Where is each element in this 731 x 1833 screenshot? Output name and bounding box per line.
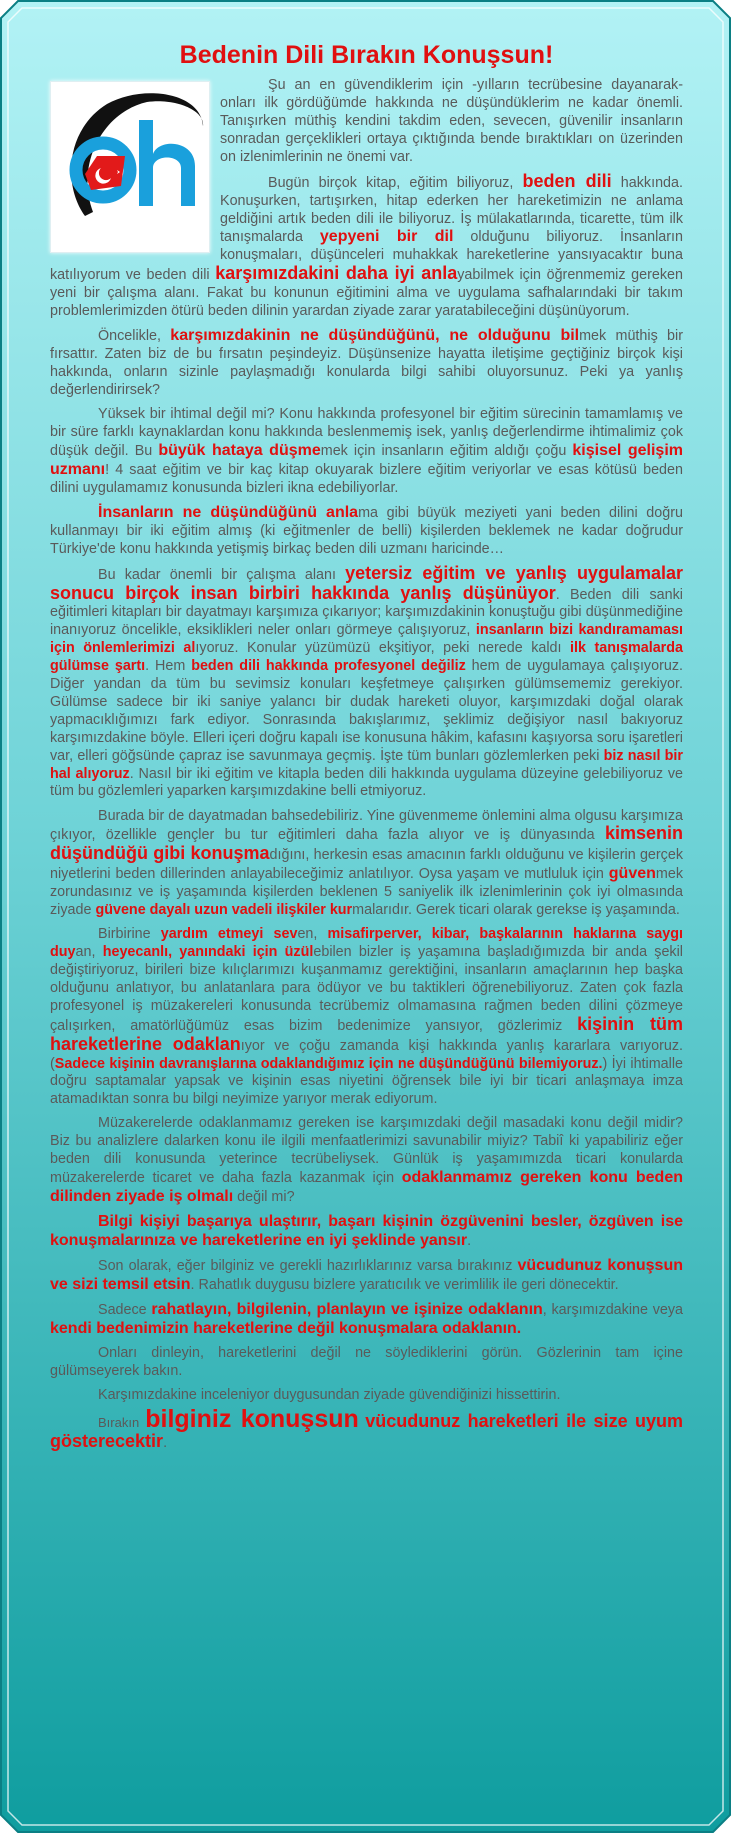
- text-run: dığını, herkesin esas amacının farklı olduğunu ve kişilerin gerçek niyetlerini beden dillerinden anlayabileceğimiz anlatılıyor. Oysa yaşam ve mutluluk için: [50, 847, 683, 883]
- highlight-text: güven: [608, 865, 656, 883]
- text-run: Bugün birçok kitap, eğitim biliyoruz,: [268, 174, 523, 191]
- text-run: hem de uygulamaya çalışıyoruz. Diğer yandan da tüm bu sevimsiz konuları keşfetmeye çalışırken gülümsememiz gerekiyor. Gülümse sadece bir iki saniye yalancı bir dudak hareketi oluyor, karşımızdaki doğal olarak yapmacıklığımızı fark ediyor. Sonrasında bakışlarımız, şeklimiz değişiyor nasıl bakıyoruz karşımızdakine böyle. Elleri içeri doğru kapalı ise konusuna hâkim, kafasını kaşıyorsa soru işaretleri var, elleri göğsünde çapraz ise savunmaya geçmiş. İşte tüm bunları gözlemlerken peki: [50, 658, 683, 764]
- text-run: Bu kadar önemli bir çalışma alanı: [98, 566, 346, 583]
- paragraph: [50, 926, 683, 1109]
- article-body: [50, 77, 683, 1453]
- text-run: Onları dinleyin, hareketlerini değil ne söylediklerini görün. Gözlerinin tam içine gülümseyerek bakın.: [50, 1345, 683, 1380]
- text-run: yabilmek için öğrenmemiz gereken yeni bir çalışma alanı. Fakat bu konunun eğitimini alma ve uygulama safhalarındaki bir takım problemlerimizden ötürü beden dilinin yarardan ziyade zarar yaratabileceğini düşünüyorum.: [50, 267, 683, 320]
- text-run: ıyor ve çoğu zamanda kişi hakkında yanlış kararlara varıyoruz. (: [50, 1037, 683, 1072]
- highlight-text: heyecanlı, yanındaki için üzül: [102, 944, 314, 961]
- text-run: .: [163, 1435, 168, 1452]
- highlight-text: beden dili: [522, 170, 612, 191]
- paragraph: [50, 406, 683, 498]
- highlight-text: kimsenin düşündüğü gibi konuşma: [50, 823, 683, 864]
- highlight-text: Sadece kişinin davranışlarına odaklandığımız için ne düşündüğünü bilemiyoruz.: [54, 1055, 603, 1072]
- text-run: an,: [75, 944, 103, 961]
- text-run: ebilen bizler iş yaşamına başladığımızda bir anda şekil değiştiriyoruz, birileri bize kılıçlarımızı kuşanmamız gerektiğini, insanların amaçlarının hep başka olduğunu anlatıyor, bu anlatanlara para ödüyor ve bu taktikleri öğrenebiliyoruz. Zaten çok fazla profesyonel iş müzakereleri konusunda tecrübemiz olmamasına rağmen beden dilini çözmeye çalışırken, amatörlüğümüz esas bizim bedenimize yansıyor, gözlerimiz: [50, 944, 683, 1034]
- text-run: hakkında. Konuşurken, tartışırken, hitap ederken her hareketimizin ne anlama geldiğini artık beden dili ile biliyoruz. İş mülakatlarında, ticarette, tüm ilk tanışmalarda: [220, 174, 683, 246]
- text-run: değil mi?: [233, 1189, 295, 1206]
- highlight-text: Bilgi kişiyi başarıya ulaştırır, başarı kişinin özgüvenini besler, özgüven ise konuşmalarınıza ve hareketlerine en iyi şeklinde yansır: [50, 1213, 683, 1250]
- text-run: Şu an en güvendiklerim için -yılların tecrübesine dayanarak- onları ilk gördüğümde hakkında ne düşündüklerim ne kadar önemli. Tanışırken müthiş kendini takdim eden, sevecen, güvenilir insanların sonradan gerçeklikleri ortaya çıktığında bende bıraktıkları on üzerinden on izlenimlerinin ne önemi var.: [220, 77, 683, 165]
- highlight-text: biz nasıl bir hal alıyoruz: [50, 747, 683, 782]
- text-run: . Rahatlık duygusu bizlere yaratıcılık ve verimlilik ile geri dönecektir.: [190, 1277, 619, 1294]
- highlight-text: odaklanmamız gereken konu beden dilinden ziyade iş olmalı: [50, 1169, 683, 1206]
- paragraph: [50, 1213, 683, 1251]
- text-run: ıyoruz. Konular yüzümüzü ekşitiyor, peki nerede kaldı: [195, 640, 571, 657]
- oh-logo-icon: [50, 81, 210, 253]
- text-run: Müzakerelerde odaklanmamız gereken ise karşımızdaki değil masadaki konu değil midir? Biz bu analizlere dalarken konu ile ilgili menfaatlerimizi savunabilir miyiz? Tabiî ki yapabiliriz eğer beden dili konusunda yeterince tecrübeliysek. Günlük iş yaşamımızda ticari konularda müzakerelerde ticaret ve daha fazla kazanmak için: [50, 1115, 683, 1187]
- highlight-text: insanların bizi kandıramaması için önlemlerimizi al: [50, 622, 683, 657]
- highlight-text: bilginiz konuşsun: [145, 1405, 359, 1434]
- paragraph: [50, 1345, 683, 1381]
- paragraph: [50, 562, 683, 802]
- text-run: olduğunu biliyoruz. İnsanların konuşmaları, düşünceleri muhakkak hareketlerine yansıyacaktır buna katılıyorum ve beden dili: [50, 229, 683, 284]
- paragraph: [50, 1405, 684, 1453]
- text-run: mek zorundasınız ve iş yaşamında kişilerden beklenen 5 saniyelik ilk izlenimlerinin çok iyi olmasında ziyade: [50, 866, 683, 919]
- paragraph: [50, 1257, 683, 1295]
- highlight-text: beden dili hakkında profesyonel değiliz: [191, 658, 466, 675]
- highlight-text: kişinin tüm hareketlerine odaklan: [50, 1013, 683, 1054]
- page-title: Bedenin Dili Bırakın Konuşsun!: [179, 41, 554, 69]
- highlight-text: yardım etmeyi sev: [160, 926, 298, 943]
- text-run: Öncelikle,: [98, 328, 171, 345]
- text-run: Yüksek bir ihtimal değil mi? Konu hakkında profesyonel bir eğitim sürecinin tamamlamış ve bir süre farklı kaynaklardan konu hakkında beslenmemiş isek, yanlış değerlendirme ihtimalimiz çok düşük değil. Bu: [50, 405, 683, 459]
- text-run: .: [467, 1233, 472, 1250]
- text-run: mek için insanların eğitim aldığı çoğu: [320, 442, 573, 459]
- text-run: Sadece: [98, 1302, 152, 1319]
- text-run: Bırakın: [98, 1415, 146, 1431]
- highlight-text: yepyeni bir dil: [319, 228, 454, 246]
- highlight-text: kendi bedenimizin hareketlerine değil konuşmalara odaklanın.: [50, 1320, 522, 1338]
- highlight-text: karşımızdakinin ne düşündüğünü, ne olduğunu bil: [170, 327, 580, 345]
- highlight-text: İnsanların ne düşündüğünü anla: [98, 503, 359, 521]
- highlight-text: vücudunuz hareketleri ile size uyum gösterecektir: [50, 1411, 684, 1452]
- text-run: Karşımızdakine inceleniyor duygusundan ziyade güvendiğinizi hissettirin.: [98, 1387, 561, 1404]
- paragraph: [50, 808, 683, 920]
- text-run: mek müthiş bir fırsattır. Zaten biz de bu fırsatın peşindeyiz. Düşünsenize hayatta iletişime geçtiğiniz birçok kişi hakkında, onların sizinle paylaşmadığı konularda bilgi sahibi oluyorsunuz. Peki ya yanlış değerlendirirsek?: [50, 328, 684, 398]
- text-run: . Beden dili sanki eğitimleri kitapları bir dayatmayı karşımıza çıkarıyor; karşımızdakinin konuştuğu gibi düşünmediğine inanıyoruz öncelikle, eksiklikleri neler onları görmeye çalışıyoruz,: [50, 586, 683, 639]
- paragraph: [50, 1115, 683, 1207]
- text-run: ! 4 saat eğitim ve bir kaç kitap okuyarak bizlere eğitim veriyorlar ve esas kötüsü beden dilini uygulamamız konusunda bizleri ikna edebiliyorlar.: [50, 461, 683, 496]
- text-run: malarıdır. Gerek ticari olarak gerekse iş yaşamında.: [352, 902, 680, 919]
- text-run: ) İyi ihtimalle doğru saptamalar yapsak ve kişinin esas niyetini öğrensek bile iyi bir ticari anlaşmaya imza atamadıktan sonra bu bilgi neyimize yarıyor merak ediyorum.: [50, 1055, 683, 1108]
- highlight-text: misafirperver, kibar, başkalarının haklarına saygı duy: [50, 926, 683, 961]
- paragraph: [50, 327, 683, 400]
- text-run: Birbirine: [98, 926, 161, 943]
- text-run: Son olarak, eğer bilginiz ve gerekli hazırlıklarınız varsa bırakınız: [98, 1258, 518, 1275]
- paragraph: [50, 1301, 683, 1339]
- highlight-text: büyük hataya düşme: [158, 441, 321, 459]
- text-run: . Hem: [145, 658, 192, 675]
- text-run: ma gibi büyük meziyeti yani beden dilini doğru kullanmayı bir iki eğitim almış (ki eğitmenler de belli) kişilerden beklemek ne kadar doğrudur Türkiye'de konu hakkında yetişmiş birkaç beden dili uzmanı haricinde…: [50, 504, 683, 557]
- highlight-text: güvene dayalı uzun vadeli ilişkiler kur: [95, 902, 353, 919]
- highlight-text: yetersiz eğitim ve yanlış uygulamalar sonucu birçok insan birbiri hakkında yanlış düşünüyor: [50, 562, 683, 603]
- text-run: . Nasıl bir iki eğitim ve kitapla beden dili hakkında uygulama düzeyine gelebiliyoruz ve tüm bu gözlemleri yaparken karşımızdakine belli etmiyoruz.: [50, 765, 683, 800]
- paragraph: [50, 1387, 683, 1405]
- highlight-text: rahatlayın, bilgilenin, planlayın ve işinize odaklanın: [151, 1301, 543, 1319]
- highlight-text: ilk tanışmalarda gülümse şartı: [50, 640, 683, 675]
- highlight-text: karşımızdakini daha iyi anla: [215, 263, 458, 284]
- text-run: , karşımızdakine veya: [542, 1302, 684, 1319]
- highlight-text: kişisel gelişim uzmanı: [50, 441, 683, 478]
- text-run: en,: [297, 926, 328, 943]
- paragraph: [50, 504, 683, 559]
- text-run: Burada bir de dayatmadan bahsedebiliriz. Yine güvenmeme önlemini alma olgusu karşımıza çıkıyor, özellikle gençler bu tur eğitimleri daha fazla alıyor ve iş dünyasında: [50, 807, 683, 844]
- highlight-text: vücudunuz konuşsun ve sizi temsil etsin: [50, 1257, 683, 1294]
